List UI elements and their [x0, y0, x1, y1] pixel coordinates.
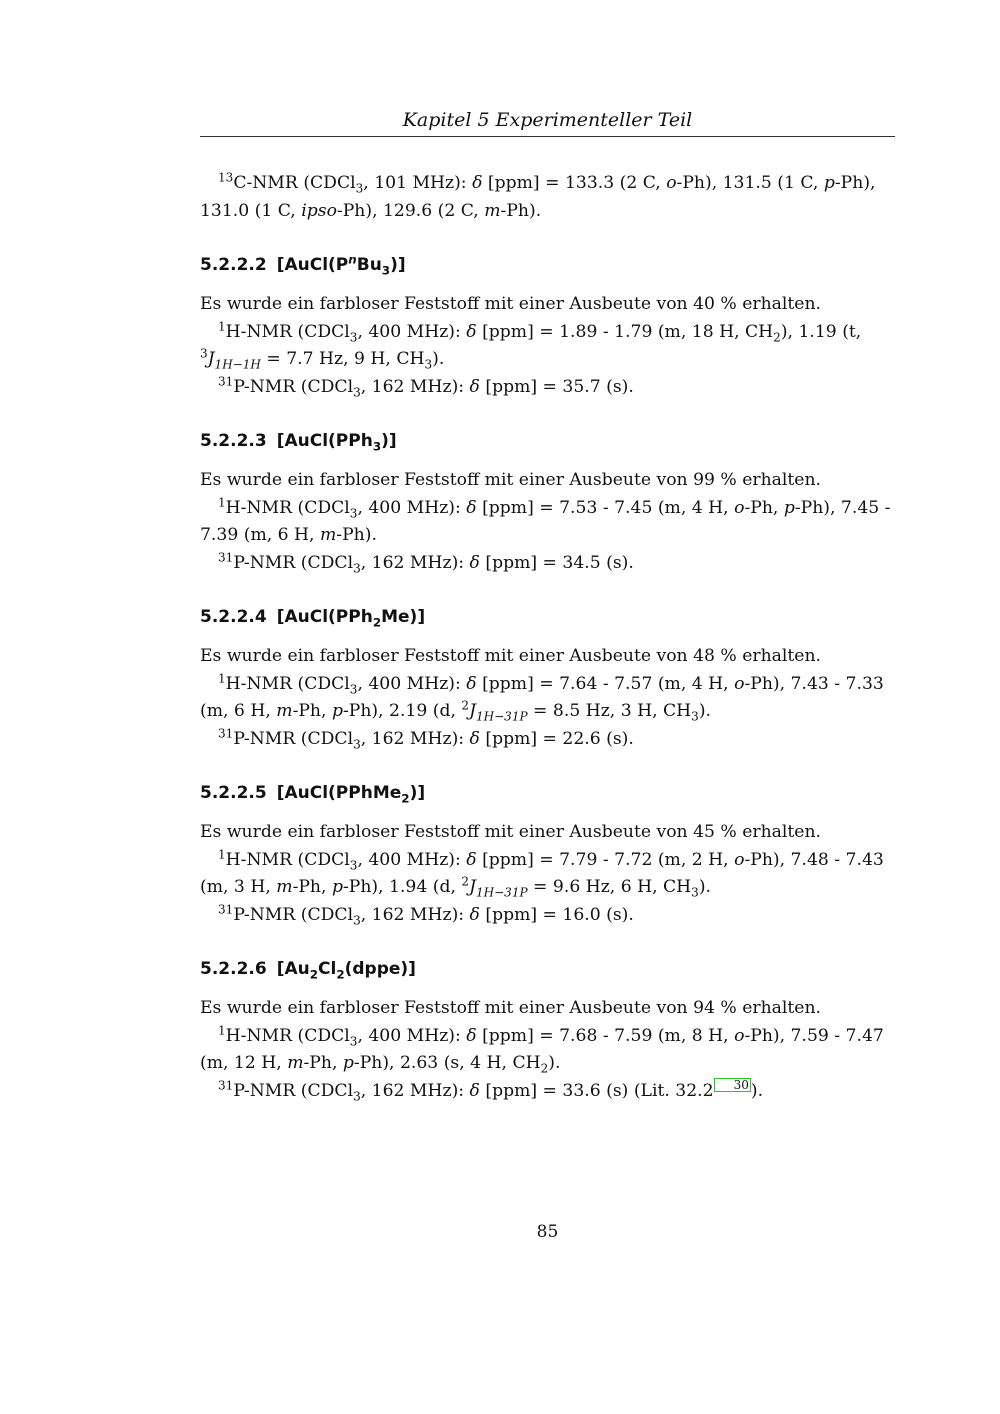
delta-symbol: δ [466, 497, 477, 518]
text: , 400 MHz): [357, 849, 467, 870]
sub: 3 [349, 1033, 358, 1048]
text: ). [432, 349, 445, 369]
text: ). [698, 877, 711, 897]
italic: p [342, 1053, 354, 1073]
text: ), 1.19 (t, [780, 321, 862, 342]
yield-text: Es wurde ein farbloser Feststoff mit einer Ausbeute von 94 % erhalten. [200, 998, 822, 1018]
h-nmr-line [200, 847, 895, 902]
text: -Ph, [744, 497, 784, 518]
section-heading-5-2-2-5 [200, 781, 895, 805]
text: = 8.5 Hz, 3 H, CH [527, 701, 692, 721]
text: -Ph), 7.59 - 7.47 (m, 12 H, [200, 1025, 884, 1073]
text: ). [548, 1053, 561, 1073]
text: ). [750, 1080, 764, 1101]
delta-symbol: δ [466, 673, 477, 694]
sup: 31 [218, 1077, 234, 1092]
yield-text: Es wurde ein farbloser Feststoff mit einer Ausbeute von 48 % erhalten. [200, 646, 822, 666]
text: -Ph), 7.43 - 7.33 (m, 6 H, [200, 673, 884, 721]
text: -Ph), 2.19 (d, [342, 701, 462, 721]
sub: 1H−31P [475, 709, 528, 724]
p-nmr-line [200, 726, 895, 754]
text: [Au [276, 959, 310, 979]
text: , 400 MHz): [357, 673, 467, 694]
section-heading-5-2-2-4 [200, 605, 895, 629]
text: , 400 MHz): [357, 321, 467, 342]
sup: 31 [218, 549, 234, 564]
sup: 31 [218, 725, 234, 740]
section-heading-5-2-2-3 [200, 429, 895, 453]
text: Cl [318, 959, 337, 979]
text: , 101 MHz): [363, 173, 473, 193]
yield-text: Es wurde ein farbloser Feststoff mit einer Ausbeute von 45 % erhalten. [200, 822, 822, 842]
coupling-constant: J [469, 701, 476, 721]
text: ). [698, 701, 711, 721]
sup: 3 [200, 346, 208, 361]
sup: 1 [218, 1022, 226, 1037]
sub: 3 [353, 560, 361, 575]
italic: m [319, 525, 337, 545]
p-nmr-line [200, 374, 895, 402]
sup: 1 [218, 494, 226, 509]
text: H-NMR (CDCl [225, 497, 350, 518]
c13-nmr-line [200, 170, 895, 225]
delta-symbol: δ [466, 849, 477, 870]
italic: p [331, 701, 343, 721]
text: )] [390, 255, 406, 275]
italic: o [734, 497, 745, 518]
text: [ppm] = 7.53 - 7.45 (m, 4 H, [476, 497, 735, 518]
text: -Ph, [303, 1053, 343, 1073]
italic: m [484, 200, 501, 221]
delta-symbol: δ [469, 376, 480, 397]
coupling-constant: J [207, 349, 215, 369]
sup: 1 [218, 670, 226, 685]
text: Bu [356, 255, 382, 275]
text: P-NMR (CDCl [233, 1080, 354, 1101]
text: , 162 MHz): [360, 728, 470, 749]
sup: n [348, 252, 357, 267]
section-number: 5.2.2.2 [200, 255, 267, 275]
italic: p [823, 173, 835, 193]
delta-symbol: δ [472, 173, 483, 193]
sub: 3 [691, 709, 699, 724]
delta-symbol: δ [469, 552, 480, 573]
text: C-NMR (CDCl [233, 173, 356, 193]
sub: 1H−1H [214, 357, 261, 372]
italic: o [734, 1025, 745, 1046]
text: (dppe)] [344, 959, 416, 979]
delta-symbol: δ [466, 321, 477, 342]
text: [AuCl(PPhMe [276, 783, 402, 803]
text: , 162 MHz): [360, 1080, 470, 1101]
text: -Ph), 7.45 - 7.39 (m, 6 H, [200, 497, 891, 545]
text: -Ph), 131.5 (1 C, [676, 173, 824, 193]
header-rule [200, 136, 895, 137]
delta-symbol: δ [469, 728, 480, 749]
text: -Ph), 1.94 (d, [342, 877, 462, 897]
text: [ppm] = 34.5 (s). [479, 552, 634, 573]
sub: 3 [691, 885, 699, 900]
text: P-NMR (CDCl [233, 728, 354, 749]
sub: 3 [355, 181, 364, 196]
yield-text: Es wurde ein farbloser Feststoff mit einer Ausbeute von 99 % erhalten. [200, 470, 822, 490]
sup: 2 [461, 698, 470, 713]
text: )] [381, 431, 397, 451]
text: [AuCl(P [276, 255, 349, 275]
italic: o [734, 849, 745, 870]
sub: 3 [381, 263, 391, 278]
h-nmr-line [200, 495, 895, 550]
text: P-NMR (CDCl [233, 552, 354, 573]
p-nmr-line [200, 550, 895, 578]
page-number: 85 [536, 1222, 559, 1242]
text: , 162 MHz): [360, 376, 470, 397]
text: H-NMR (CDCl [225, 849, 350, 870]
text: -Ph), 131.0 (1 C, [200, 173, 876, 221]
sup: 31 [218, 901, 234, 916]
text: P-NMR (CDCl [233, 904, 354, 925]
sub: 2 [540, 1061, 549, 1076]
text: )] [409, 783, 426, 803]
text: , 162 MHz): [360, 904, 470, 925]
text: [AuCl(PPh [276, 431, 373, 451]
section-heading-5-2-2-6 [200, 957, 895, 981]
italic: p [331, 877, 343, 897]
h-nmr-line [200, 1023, 895, 1078]
section-number: 5.2.2.6 [200, 959, 267, 979]
sub: 3 [349, 329, 358, 344]
delta-symbol: δ [469, 1080, 480, 1101]
sub: 2 [309, 967, 319, 982]
text: , 162 MHz): [360, 552, 470, 573]
sub: 3 [349, 505, 358, 520]
text: [AuCl(PPh [276, 607, 373, 627]
sup: 2 [461, 874, 470, 889]
sub: 2 [401, 791, 410, 806]
italic: o [734, 673, 745, 694]
sub: 3 [349, 681, 358, 696]
sup: 1 [218, 846, 226, 861]
text: -Ph, [292, 877, 332, 897]
p-nmr-line [200, 902, 895, 930]
text: [ppm] = 16.0 (s). [479, 904, 634, 925]
text: [ppm] = 35.7 (s). [479, 376, 634, 397]
h-nmr-line [200, 671, 895, 726]
text: [ppm] = 1.89 - 1.79 (m, 18 H, CH [476, 321, 774, 342]
p-nmr-line [200, 1078, 895, 1106]
text: -Ph), 129.6 (2 C, [336, 200, 485, 221]
delta-symbol: δ [469, 904, 480, 925]
section-number: 5.2.2.3 [200, 431, 267, 451]
text: -Ph), 2.63 (s, 4 H, CH [353, 1053, 541, 1073]
text: [ppm] = 7.68 - 7.59 (m, 8 H, [476, 1025, 735, 1046]
sub: 3 [353, 736, 361, 751]
page-content [200, 170, 895, 1105]
sup: 1 [218, 318, 226, 333]
sub: 3 [353, 912, 361, 927]
sub: 3 [349, 857, 358, 872]
text: -Ph). [336, 525, 377, 545]
sub: 3 [372, 439, 382, 454]
running-header: Kapitel 5 Experimenteller Teil [402, 109, 693, 131]
text: , 400 MHz): [357, 497, 467, 518]
section-number: 5.2.2.5 [200, 783, 267, 803]
sub: 2 [773, 329, 781, 344]
sub: 2 [372, 615, 382, 630]
coupling-constant: J [469, 877, 476, 897]
text: -Ph). [500, 200, 542, 221]
yield-text: Es wurde ein farbloser Feststoff mit einer Ausbeute von 40 % erhalten. [200, 294, 822, 314]
sup: 31 [218, 373, 234, 388]
italic: m [287, 1053, 304, 1073]
text: [ppm] = 7.64 - 7.57 (m, 4 H, [476, 673, 735, 694]
text: , 400 MHz): [357, 1025, 467, 1046]
italic: m [276, 877, 293, 897]
text: [ppm] = 22.6 (s). [479, 728, 634, 749]
sub: 3 [353, 384, 361, 399]
sub: 3 [424, 357, 433, 372]
italic: m [276, 701, 293, 721]
section-number: 5.2.2.4 [200, 607, 267, 627]
text: P-NMR (CDCl [233, 376, 354, 397]
text: -Ph, [292, 701, 332, 721]
text: H-NMR (CDCl [225, 673, 350, 694]
text: [ppm] = 33.6 (s) (Lit. 32.2 [479, 1080, 714, 1101]
isotope-sup: 13 [218, 170, 234, 185]
delta-symbol: δ [466, 1025, 477, 1046]
italic: p [783, 497, 795, 518]
text: = 7.7 Hz, 9 H, CH [260, 349, 425, 369]
text: H-NMR (CDCl [225, 321, 350, 342]
h-nmr-line [200, 319, 895, 374]
italic: o [666, 173, 677, 193]
sub: 2 [336, 967, 345, 982]
text: [ppm] = 133.3 (2 C, [482, 173, 667, 193]
text: -Ph), 7.48 - 7.43 (m, 3 H, [200, 849, 884, 897]
citation-link[interactable]: 30 [714, 1078, 751, 1092]
text: [ppm] = 7.79 - 7.72 (m, 2 H, [476, 849, 735, 870]
sub: 1H−31P [475, 885, 528, 900]
text: Me)] [381, 607, 426, 627]
sub: 3 [353, 1088, 361, 1103]
italic: ipso [301, 200, 337, 221]
text: H-NMR (CDCl [225, 1025, 350, 1046]
section-heading-5-2-2-2 [200, 253, 895, 277]
text: = 9.6 Hz, 6 H, CH [527, 877, 692, 897]
